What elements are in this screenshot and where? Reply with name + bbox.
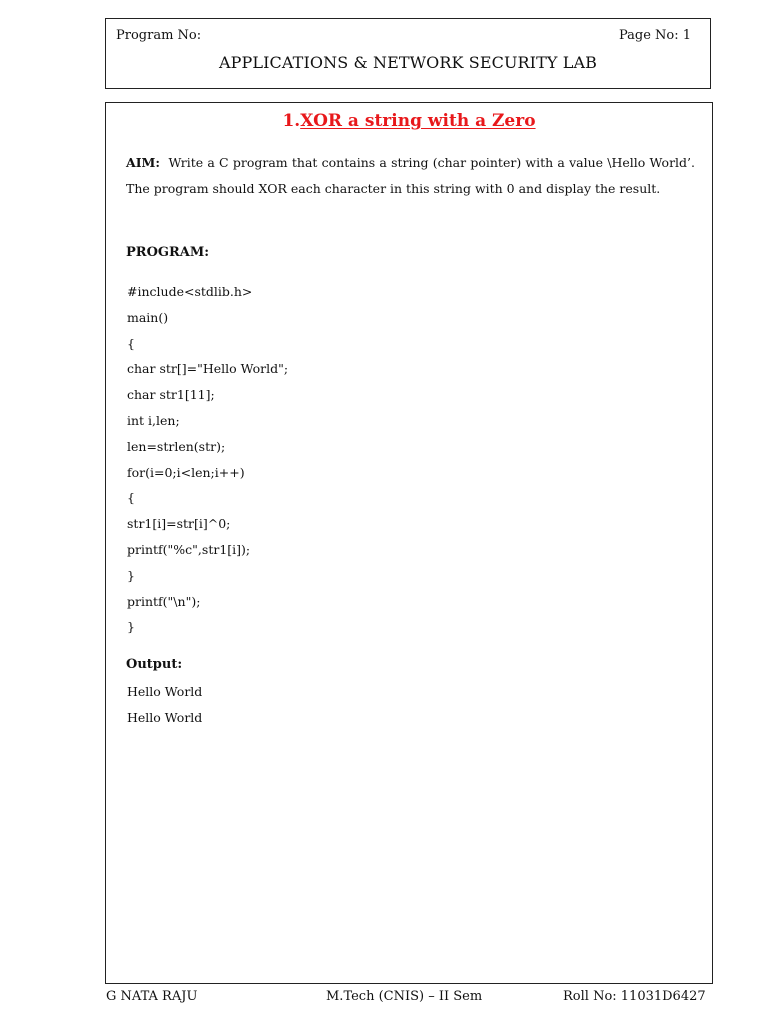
experiment-title-text: XOR a string with a Zero (300, 111, 536, 131)
code-line: printf("%c",str1[i]); (127, 541, 251, 557)
experiment-title (106, 111, 712, 131)
code-line: } (127, 567, 135, 583)
lab-title: APPLICATIONS & NETWORK SECURITY LAB (219, 53, 597, 72)
code-line: len=strlen(str); (127, 438, 226, 454)
content-frame (105, 102, 713, 984)
code-line: str1[i]=str[i]^0; (127, 516, 231, 532)
code-block (127, 279, 288, 640)
aim-label: AIM: (126, 155, 160, 170)
code-line: char str[]="Hello World"; (127, 361, 289, 377)
footer-course: M.Tech (CNIS) – II Sem (326, 989, 483, 1004)
aim-paragraph (126, 150, 695, 202)
page-header (105, 18, 711, 89)
aim-text: Write a C program that contains a string (char pointer) with a value \Hello World’. The program should XOR each character in this string with 0 and display the result. (126, 155, 695, 196)
code-line: printf("\n"); (127, 593, 201, 609)
code-line: main() (127, 309, 169, 325)
output-line: Hello World (127, 684, 203, 699)
code-line: { (127, 490, 135, 506)
page-number: Page No: 1 (618, 28, 691, 43)
output-heading: Output: (126, 657, 183, 672)
experiment-number: 1. (282, 111, 301, 131)
footer-roll-number: Roll No: 11031D6427 (563, 989, 706, 1004)
code-line: } (127, 619, 135, 635)
code-line: { (127, 335, 135, 351)
output-line: Hello World (127, 710, 203, 725)
output-block (127, 679, 202, 731)
code-line: int i,len; (127, 412, 180, 428)
program-number-label: Program No: (116, 28, 202, 43)
code-line: char str1[11]; (127, 387, 215, 403)
footer-author: G NATA RAJU (106, 989, 198, 1004)
code-line: for(i=0;i<len;i++) (127, 464, 245, 480)
code-line: #include<stdlib.h> (127, 284, 253, 299)
program-heading: PROGRAM: (126, 245, 210, 260)
